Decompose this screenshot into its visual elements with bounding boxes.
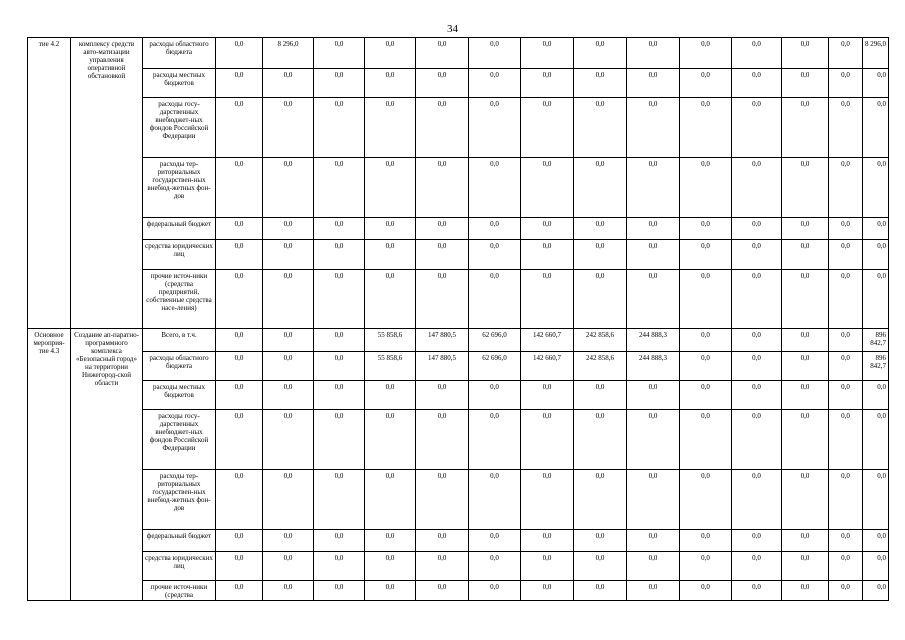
total-cell: 0,0 [863,240,889,270]
value-cell: 0,0 [469,530,521,552]
value-cell: 55 858,6 [365,352,416,381]
value-cell: 0,0 [263,329,314,352]
value-cell: 62 696,0 [469,352,521,381]
value-cell: 0,0 [829,158,863,218]
value-cell: 0,0 [829,581,863,601]
value-cell: 0,0 [216,158,263,218]
value-cell: 0,0 [680,240,732,270]
total-cell: 0,0 [863,470,889,530]
value-cell: 0,0 [365,98,416,158]
value-cell: 0,0 [680,581,732,601]
total-cell: 0,0 [863,530,889,552]
value-cell: 0,0 [469,270,521,329]
value-cell: 242 858,6 [574,352,627,381]
value-cell: 0,0 [521,98,574,158]
table-row [28,381,889,410]
value-cell: 0,0 [521,240,574,270]
value-cell: 0,0 [216,581,263,601]
value-cell: 0,0 [829,98,863,158]
funding-source: Всего, в т.ч. [143,329,216,352]
value-cell: 0,0 [263,530,314,552]
value-cell: 0,0 [782,352,829,381]
value-cell: 0,0 [680,329,732,352]
table-row [28,530,889,552]
value-cell: 0,0 [627,381,680,410]
total-cell: 0,0 [863,552,889,581]
value-cell: 0,0 [782,530,829,552]
value-cell: 0,0 [782,581,829,601]
value-cell: 0,0 [680,530,732,552]
value-cell: 0,0 [469,552,521,581]
value-cell: 0,0 [216,552,263,581]
funding-source: расходы госу-дарственных внебюджет-ных фондов Российской Федерации [143,410,216,470]
value-cell: 0,0 [314,98,365,158]
value-cell: 0,0 [314,530,365,552]
value-cell: 0,0 [782,410,829,470]
value-cell: 0,0 [314,552,365,581]
table-row [28,352,889,381]
total-cell: 0,0 [863,270,889,329]
value-cell: 0,0 [521,581,574,601]
value-cell: 0,0 [314,218,365,240]
table-row [28,240,889,270]
funding-source: расходы областного бюджета [143,352,216,381]
value-cell: 0,0 [732,352,782,381]
funding-source: расходы местных бюджетов [143,69,216,98]
value-cell: 0,0 [574,530,627,552]
activity-description: комплексу средств авто-матизации управления оперативной обстановкой [71,38,143,329]
value-cell: 0,0 [782,158,829,218]
total-cell: 0,0 [863,69,889,98]
value-cell: 0,0 [829,329,863,352]
value-cell: 0,0 [782,270,829,329]
value-cell: 0,0 [680,470,732,530]
value-cell: 0,0 [627,470,680,530]
table-row [28,470,889,530]
value-cell: 0,0 [416,581,469,601]
value-cell: 0,0 [314,240,365,270]
value-cell: 0,0 [416,69,469,98]
value-cell: 0,0 [574,270,627,329]
value-cell: 0,0 [416,98,469,158]
value-cell: 0,0 [829,69,863,98]
value-cell: 0,0 [365,552,416,581]
value-cell: 0,0 [627,98,680,158]
value-cell: 0,0 [469,470,521,530]
value-cell: 0,0 [263,552,314,581]
value-cell: 0,0 [680,69,732,98]
value-cell: 0,0 [521,69,574,98]
table-row [28,158,889,218]
value-cell: 0,0 [314,581,365,601]
value-cell: 0,0 [782,218,829,240]
funding-source: расходы тер-риториальных государствен-ных внебюд-жетных фон-дов [143,158,216,218]
value-cell: 0,0 [627,158,680,218]
total-cell: 8 296,0 [863,38,889,69]
value-cell: 0,0 [365,69,416,98]
value-cell: 0,0 [416,470,469,530]
value-cell: 0,0 [263,581,314,601]
value-cell: 0,0 [732,530,782,552]
value-cell: 0,0 [732,581,782,601]
value-cell: 0,0 [263,240,314,270]
funding-source: федеральный бюджет [143,530,216,552]
table-row [28,69,889,98]
value-cell: 0,0 [216,98,263,158]
value-cell: 0,0 [782,470,829,530]
value-cell: 0,0 [469,381,521,410]
value-cell: 0,0 [314,270,365,329]
value-cell: 0,0 [574,240,627,270]
value-cell: 0,0 [574,218,627,240]
total-cell: 0,0 [863,218,889,240]
activity-code: тие 4.2 [28,38,71,329]
value-cell: 0,0 [263,69,314,98]
value-cell: 0,0 [829,38,863,69]
value-cell: 0,0 [216,240,263,270]
value-cell: 0,0 [314,410,365,470]
value-cell: 0,0 [829,352,863,381]
total-cell: 0,0 [863,98,889,158]
value-cell: 0,0 [627,530,680,552]
value-cell: 0,0 [680,381,732,410]
total-cell: 0,0 [863,581,889,601]
value-cell: 0,0 [263,410,314,470]
value-cell: 0,0 [627,410,680,470]
value-cell: 0,0 [365,38,416,69]
funding-source: средства юридических лиц [143,552,216,581]
funding-source: средства юридических лиц [143,240,216,270]
value-cell: 0,0 [732,98,782,158]
value-cell: 0,0 [263,470,314,530]
value-cell: 0,0 [521,530,574,552]
value-cell: 0,0 [216,381,263,410]
value-cell: 62 696,0 [469,329,521,352]
value-cell: 0,0 [263,270,314,329]
value-cell: 0,0 [680,218,732,240]
value-cell: 0,0 [782,381,829,410]
funding-source: федеральный бюджет [143,218,216,240]
value-cell: 0,0 [216,69,263,98]
total-cell: 0,0 [863,381,889,410]
value-cell: 0,0 [521,552,574,581]
value-cell: 0,0 [216,329,263,352]
budget-table [27,37,889,601]
value-cell: 0,0 [574,581,627,601]
value-cell: 0,0 [829,270,863,329]
value-cell: 0,0 [680,352,732,381]
table-row [28,581,889,601]
funding-source: расходы тер-риториальных государствен-ных внебюд-жетных фон-дов [143,470,216,530]
table-row [28,270,889,329]
value-cell: 244 888,3 [627,352,680,381]
value-cell: 0,0 [416,410,469,470]
value-cell: 0,0 [574,98,627,158]
value-cell: 0,0 [521,158,574,218]
table-row [28,329,889,352]
funding-source: прочие источ-ники (средства [143,581,216,601]
value-cell: 0,0 [469,218,521,240]
value-cell: 0,0 [627,240,680,270]
value-cell: 0,0 [627,69,680,98]
value-cell: 0,0 [314,38,365,69]
activity-code: Основное мероприя-тие 4.3 [28,329,71,601]
value-cell: 0,0 [521,38,574,69]
value-cell: 0,0 [782,98,829,158]
value-cell: 0,0 [263,98,314,158]
value-cell: 0,0 [627,270,680,329]
value-cell: 0,0 [314,69,365,98]
value-cell: 0,0 [829,240,863,270]
value-cell: 0,0 [365,270,416,329]
value-cell: 0,0 [365,530,416,552]
value-cell: 0,0 [314,158,365,218]
value-cell: 0,0 [627,218,680,240]
value-cell: 0,0 [521,270,574,329]
value-cell: 0,0 [829,530,863,552]
value-cell: 0,0 [416,38,469,69]
value-cell: 0,0 [263,218,314,240]
funding-source: расходы госу-дарственных внебюджет-ных фондов Российской Федерации [143,98,216,158]
value-cell: 0,0 [732,240,782,270]
value-cell: 0,0 [216,218,263,240]
value-cell: 0,0 [680,270,732,329]
value-cell: 0,0 [365,218,416,240]
value-cell: 0,0 [732,470,782,530]
value-cell: 0,0 [574,38,627,69]
value-cell: 0,0 [469,240,521,270]
value-cell: 0,0 [829,218,863,240]
value-cell: 0,0 [365,240,416,270]
value-cell: 0,0 [216,410,263,470]
value-cell: 0,0 [829,552,863,581]
page-number: 34 [447,23,458,35]
table-row [28,410,889,470]
value-cell: 0,0 [732,329,782,352]
total-cell: 0,0 [863,410,889,470]
value-cell: 0,0 [263,158,314,218]
value-cell: 0,0 [365,581,416,601]
value-cell: 0,0 [680,552,732,581]
value-cell: 0,0 [732,270,782,329]
total-cell: 896 842,7 [863,352,889,381]
value-cell: 0,0 [469,581,521,601]
value-cell: 0,0 [521,410,574,470]
value-cell: 0,0 [782,329,829,352]
value-cell: 0,0 [521,381,574,410]
value-cell: 0,0 [365,381,416,410]
value-cell: 0,0 [732,69,782,98]
value-cell: 0,0 [216,270,263,329]
value-cell: 0,0 [732,552,782,581]
value-cell: 0,0 [627,581,680,601]
value-cell: 0,0 [574,552,627,581]
value-cell: 0,0 [680,158,732,218]
value-cell: 0,0 [782,38,829,69]
funding-source: расходы местных бюджетов [143,381,216,410]
value-cell: 0,0 [416,530,469,552]
value-cell: 0,0 [469,38,521,69]
value-cell: 147 880,5 [416,352,469,381]
value-cell: 0,0 [314,352,365,381]
value-cell: 0,0 [216,530,263,552]
value-cell: 0,0 [574,69,627,98]
value-cell: 0,0 [216,38,263,69]
value-cell: 244 888,3 [627,329,680,352]
value-cell: 0,0 [416,218,469,240]
funding-source: расходы областного бюджета [143,38,216,69]
value-cell: 0,0 [416,552,469,581]
value-cell: 0,0 [416,158,469,218]
value-cell: 0,0 [782,69,829,98]
total-cell: 0,0 [863,158,889,218]
value-cell: 0,0 [627,38,680,69]
value-cell: 0,0 [732,38,782,69]
value-cell: 0,0 [469,410,521,470]
value-cell: 0,0 [732,410,782,470]
value-cell: 0,0 [732,381,782,410]
value-cell: 0,0 [469,69,521,98]
value-cell: 0,0 [680,98,732,158]
value-cell: 0,0 [416,240,469,270]
funding-source: прочие источ-ники (средства предприятий, собственные средства насе-ления) [143,270,216,329]
value-cell: 0,0 [732,158,782,218]
value-cell: 0,0 [574,470,627,530]
value-cell: 0,0 [829,470,863,530]
value-cell: 0,0 [627,552,680,581]
value-cell: 0,0 [521,470,574,530]
value-cell: 0,0 [314,329,365,352]
value-cell: 142 660,7 [521,352,574,381]
value-cell: 0,0 [416,270,469,329]
value-cell: 0,0 [782,240,829,270]
value-cell: 0,0 [314,470,365,530]
activity-description: Создание ап-паратно-программного комплекса «Безопасный город» на территории Нижегород-ской области [71,329,143,601]
total-cell: 896 842,7 [863,329,889,352]
value-cell: 0,0 [365,470,416,530]
value-cell: 0,0 [574,410,627,470]
value-cell: 0,0 [216,352,263,381]
value-cell: 142 660,7 [521,329,574,352]
value-cell: 8 296,0 [263,38,314,69]
value-cell: 147 880,5 [416,329,469,352]
value-cell: 0,0 [469,158,521,218]
value-cell: 55 858,6 [365,329,416,352]
value-cell: 0,0 [829,381,863,410]
table-row [28,98,889,158]
value-cell: 242 858,6 [574,329,627,352]
value-cell: 0,0 [680,38,732,69]
value-cell: 0,0 [263,381,314,410]
value-cell: 0,0 [829,410,863,470]
value-cell: 0,0 [574,381,627,410]
value-cell: 0,0 [216,470,263,530]
table-row [28,38,889,69]
value-cell: 0,0 [469,98,521,158]
value-cell: 0,0 [263,352,314,381]
value-cell: 0,0 [416,381,469,410]
value-cell: 0,0 [314,381,365,410]
value-cell: 0,0 [574,158,627,218]
value-cell: 0,0 [521,218,574,240]
table-row [28,218,889,240]
value-cell: 0,0 [782,552,829,581]
value-cell: 0,0 [732,218,782,240]
value-cell: 0,0 [365,158,416,218]
value-cell: 0,0 [680,410,732,470]
table-row [28,552,889,581]
value-cell: 0,0 [365,410,416,470]
